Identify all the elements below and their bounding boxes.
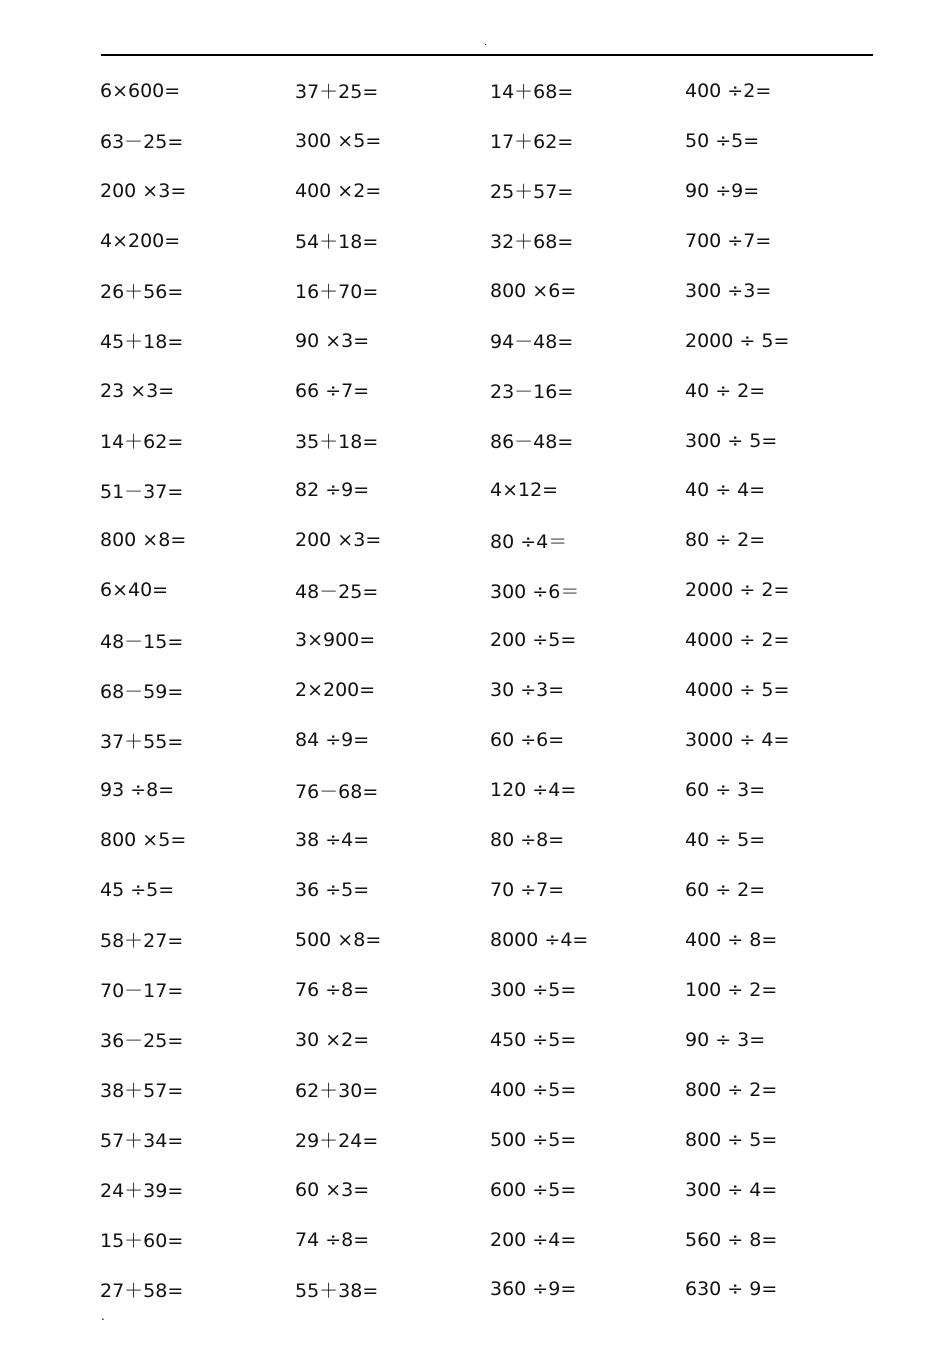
- problem-row: [100, 1015, 880, 1065]
- math-problem: 76－68=: [295, 780, 379, 803]
- problem-row: [100, 815, 880, 865]
- math-problem: 60 ÷ 3=: [685, 779, 766, 802]
- problem-row: [100, 466, 880, 516]
- math-problem: 300 ÷3=: [685, 279, 772, 302]
- problem-row: [100, 665, 880, 715]
- math-problem: 45＋18=: [100, 331, 184, 354]
- math-problem: 36－25=: [100, 1030, 184, 1053]
- math-problem: 60 ×3=: [295, 1178, 370, 1201]
- math-problem: 74 ÷8=: [295, 1228, 370, 1251]
- math-problem: 23 ×3=: [100, 379, 175, 402]
- math-problem: 6×40=: [100, 579, 169, 602]
- math-problem: 15＋60=: [100, 1230, 184, 1253]
- math-problem: 37＋55=: [100, 730, 184, 753]
- problem-row: [100, 1165, 880, 1215]
- math-problem: 200 ÷5=: [490, 629, 577, 652]
- math-problem: 8000 ÷4=: [490, 928, 589, 951]
- problem-row: [100, 1065, 880, 1115]
- math-problem: 25＋57=: [490, 181, 574, 204]
- math-problem: 500 ÷5=: [490, 1128, 577, 1151]
- problem-row: [100, 915, 880, 965]
- math-problem: 58＋27=: [100, 930, 184, 953]
- math-problem: 800 ×8=: [100, 529, 187, 552]
- math-problem: 48－15=: [100, 630, 184, 653]
- math-problem: 30 ÷3=: [490, 679, 565, 702]
- math-problem: 54＋18=: [295, 231, 379, 254]
- math-problem: 120 ÷4=: [490, 779, 577, 802]
- math-problem: 400 ÷ 8=: [685, 928, 778, 951]
- math-problem: 94－48=: [490, 331, 574, 354]
- math-problem: 90 ÷ 3=: [685, 1028, 766, 1051]
- problem-row: [100, 66, 880, 116]
- math-problem: 300 ×5=: [295, 129, 382, 152]
- problem-row: [100, 166, 880, 216]
- math-problem: 62＋30=: [295, 1080, 379, 1103]
- math-problem: 38 ÷4=: [295, 829, 370, 852]
- math-problem: 3×900=: [295, 629, 376, 652]
- math-problem: 2000 ÷ 2=: [685, 579, 790, 602]
- math-problem: 55＋38=: [295, 1279, 379, 1302]
- math-problem: 82 ÷9=: [295, 479, 370, 502]
- math-problem: 90 ×3=: [295, 329, 370, 352]
- math-problem: 68－59=: [100, 680, 184, 703]
- problem-row: [100, 266, 880, 316]
- math-problem: 200 ×3=: [100, 179, 187, 202]
- math-problem: 300 ÷ 5=: [685, 429, 778, 452]
- math-problem: 800 ÷ 5=: [685, 1128, 778, 1151]
- math-problem: 63－25=: [100, 131, 184, 154]
- problem-row: [100, 1265, 880, 1315]
- math-problem: 35＋18=: [295, 431, 379, 454]
- header-dot: .: [484, 37, 488, 48]
- math-problem: 4×200=: [100, 229, 181, 252]
- problem-row: [100, 366, 880, 416]
- math-problem: 400 ÷2=: [685, 79, 772, 102]
- math-problem: 40 ÷ 2=: [685, 379, 766, 402]
- math-problem: 80 ÷8=: [490, 829, 565, 852]
- footer-dot: .: [101, 1309, 105, 1323]
- math-problem: 300 ÷ 4=: [685, 1178, 778, 1201]
- math-problem: 600 ÷5=: [490, 1178, 577, 1201]
- math-problem: 800 ×5=: [100, 829, 187, 852]
- math-problem: 4000 ÷ 5=: [685, 679, 790, 702]
- math-problem: 800 ÷ 2=: [685, 1078, 778, 1101]
- math-problem: 86－48=: [490, 431, 574, 454]
- math-problem: 57＋34=: [100, 1130, 184, 1153]
- math-problem: 29＋24=: [295, 1130, 379, 1153]
- math-problem: 14＋68=: [490, 81, 574, 104]
- problem-row: [100, 316, 880, 366]
- math-problem: 51－37=: [100, 480, 184, 503]
- math-problem: 93 ÷8=: [100, 779, 175, 802]
- math-problem: 700 ÷7=: [685, 229, 772, 252]
- problem-grid: [100, 66, 880, 1314]
- problem-row: [100, 965, 880, 1015]
- problem-row: [100, 515, 880, 565]
- math-problem: 24＋39=: [100, 1180, 184, 1203]
- math-problem: 60 ÷6=: [490, 729, 565, 752]
- math-problem: 70 ÷7=: [490, 878, 565, 901]
- problem-row: [100, 416, 880, 466]
- math-problem: 37＋25=: [295, 81, 379, 104]
- math-problem: 66 ÷7=: [295, 379, 370, 402]
- math-problem: 90 ÷9=: [685, 179, 760, 202]
- math-problem: 300 ÷5=: [490, 978, 577, 1001]
- math-problem: 26＋56=: [100, 281, 184, 304]
- math-problem: 38＋57=: [100, 1080, 184, 1103]
- math-problem: 300 ÷6＝: [490, 580, 580, 603]
- header-rule: [101, 54, 873, 56]
- math-problem: 80 ÷4＝: [490, 530, 568, 553]
- math-problem: 630 ÷ 9=: [685, 1278, 778, 1301]
- math-problem: 360 ÷9=: [490, 1278, 577, 1301]
- math-problem: 76 ÷8=: [295, 978, 370, 1001]
- math-problem: 45 ÷5=: [100, 878, 175, 901]
- problem-row: [100, 116, 880, 166]
- math-problem: 6×600=: [100, 79, 181, 102]
- math-problem: 200 ×3=: [295, 529, 382, 552]
- math-problem: 500 ×8=: [295, 928, 382, 951]
- problem-row: [100, 615, 880, 665]
- math-problem: 48－25=: [295, 580, 379, 603]
- problem-row: [100, 216, 880, 266]
- math-problem: 400 ÷5=: [490, 1078, 577, 1101]
- math-problem: 32＋68=: [490, 231, 574, 254]
- math-problem: 3000 ÷ 4=: [685, 729, 790, 752]
- math-problem: 80 ÷ 2=: [685, 529, 766, 552]
- math-problem: 70－17=: [100, 980, 184, 1003]
- math-problem: 4000 ÷ 2=: [685, 629, 790, 652]
- math-problem: 50 ÷5=: [685, 129, 760, 152]
- math-problem: 27＋58=: [100, 1279, 184, 1302]
- math-problem: 40 ÷ 4=: [685, 479, 766, 502]
- math-problem: 30 ×2=: [295, 1028, 370, 1051]
- math-problem: 23－16=: [490, 381, 574, 404]
- math-problem: 17＋62=: [490, 131, 574, 154]
- math-problem: 84 ÷9=: [295, 729, 370, 752]
- math-problem: 560 ÷ 8=: [685, 1228, 778, 1251]
- problem-row: [100, 715, 880, 765]
- problem-row: [100, 1115, 880, 1165]
- math-problem: 800 ×6=: [490, 279, 577, 302]
- problem-row: [100, 565, 880, 615]
- problem-row: [100, 865, 880, 915]
- math-problem: 4×12=: [490, 479, 559, 502]
- math-problem: 450 ÷5=: [490, 1028, 577, 1051]
- math-problem: 14＋62=: [100, 431, 184, 454]
- math-problem: 2000 ÷ 5=: [685, 329, 790, 352]
- math-problem: 400 ×2=: [295, 179, 382, 202]
- problem-row: [100, 1215, 880, 1265]
- math-problem: 100 ÷ 2=: [685, 978, 778, 1001]
- math-problem: 2×200=: [295, 679, 376, 702]
- math-problem: 36 ÷5=: [295, 878, 370, 901]
- math-problem: 40 ÷ 5=: [685, 829, 766, 852]
- math-problem: 16＋70=: [295, 281, 379, 304]
- math-problem: 60 ÷ 2=: [685, 878, 766, 901]
- math-problem: 200 ÷4=: [490, 1228, 577, 1251]
- problem-row: [100, 765, 880, 815]
